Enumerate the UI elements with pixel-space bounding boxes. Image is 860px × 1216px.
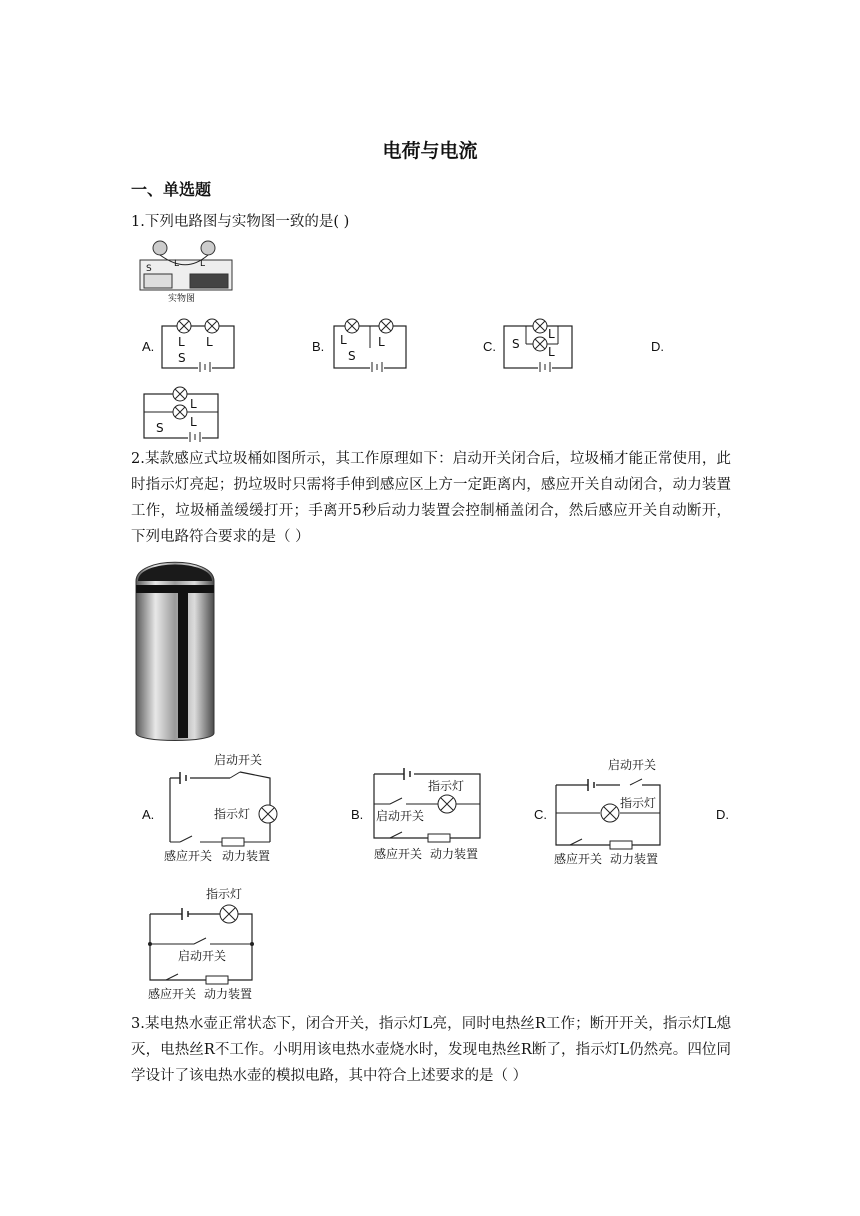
q1-circuit-a	[158, 316, 238, 374]
q1-circuit-d	[140, 382, 224, 442]
q1a-s-label: S	[178, 351, 186, 365]
q1b-l1-label: L	[340, 333, 347, 347]
question-3-text: 3.某电热水壶正常状态下，闭合开关，指示灯L亮，同时电热丝R工作；断开开关，指示灯L熄灭，电热丝R不工作。小明用该电热水壶烧水时，发现电热丝R断了，指示灯L仍然亮。四位同学设计了该电热水壶的模拟电路，其中符合上述要求的是（ ）	[131, 1016, 731, 1084]
q2c-sensor-label: 感应开关	[554, 852, 603, 866]
q1-option-c-label: C.	[483, 339, 496, 354]
page-title: 电荷与电流	[382, 140, 478, 162]
q2-circuit-a	[160, 752, 290, 864]
q2-circuit-c	[550, 755, 670, 869]
question-1-text: 1.下列电路图与实物图一致的是( )	[131, 214, 350, 230]
q1-option-b-label: B.	[312, 339, 325, 354]
q2a-start-label: 启动开关	[214, 753, 263, 767]
question-2-text: 2.某款感应式垃圾桶如图所示，其工作原理如下：启动开关闭合后，垃圾桶才能正常使用，此时指示灯亮起；扔垃圾时只需将手伸到感应区上方一定距离内，感应开关自动闭合，动力装置工作，垃圾桶盖缓缓打开；手离开5秒后动力装置会控制桶盖闭合，然后感应开关自动断开，下列电路符合要求的是（ ）	[131, 451, 731, 545]
q2b-indicator-label: 指示灯	[428, 779, 465, 793]
q1-photo	[138, 238, 234, 304]
q2-option-d-label: D.	[716, 807, 729, 822]
q2-option-c-label: C.	[534, 807, 547, 822]
q1-photo-l2-label: L	[200, 259, 206, 269]
q1d-l2-label: L	[190, 415, 197, 429]
q2-option-b-label: B.	[351, 807, 364, 822]
q1c-l1-label: L	[548, 327, 555, 341]
q1-photo-l1-label: L	[174, 259, 180, 269]
q2d-motor-label: 动力装置	[204, 987, 253, 1001]
q2a-indicator-label: 指示灯	[214, 807, 251, 821]
q2c-indicator-label: 指示灯	[620, 796, 657, 810]
q2a-sensor-label: 感应开关	[164, 849, 213, 863]
q1b-s-label: S	[348, 349, 356, 363]
q1c-l2-label: L	[548, 345, 555, 359]
trash-can-photo	[128, 551, 222, 743]
q2-option-a-label: A.	[142, 807, 155, 822]
q1-option-d-label: D.	[651, 339, 664, 354]
q2d-sensor-label: 感应开关	[148, 987, 197, 1001]
q2c-start-label: 启动开关	[608, 758, 657, 772]
q2-circuit-b	[370, 762, 488, 864]
q2b-sensor-label: 感应开关	[374, 847, 423, 861]
q2a-motor-label: 动力装置	[222, 849, 271, 863]
q2d-indicator-label: 指示灯	[206, 887, 243, 901]
q1-photo-s-label: S	[146, 264, 152, 274]
q2d-start-label: 启动开关	[178, 949, 227, 963]
q2b-start-label: 启动开关	[376, 809, 425, 823]
q1a-l2-label: L	[206, 335, 213, 349]
q2c-motor-label: 动力装置	[610, 852, 659, 866]
q1c-s-label: S	[512, 337, 520, 351]
q2-circuit-d	[144, 884, 264, 1004]
q1-circuit-c	[500, 316, 580, 374]
q1-option-a-label: A.	[142, 339, 155, 354]
q1-photo-caption: 实物图	[168, 294, 196, 304]
q1a-l1-label: L	[178, 335, 185, 349]
section-heading: 一、单选题	[131, 180, 212, 199]
q1-circuit-b	[330, 316, 410, 374]
q1d-l1-label: L	[190, 397, 197, 411]
q1d-s-label: S	[156, 421, 164, 435]
q1b-l2-label: L	[378, 335, 385, 349]
q2b-motor-label: 动力装置	[430, 847, 479, 861]
